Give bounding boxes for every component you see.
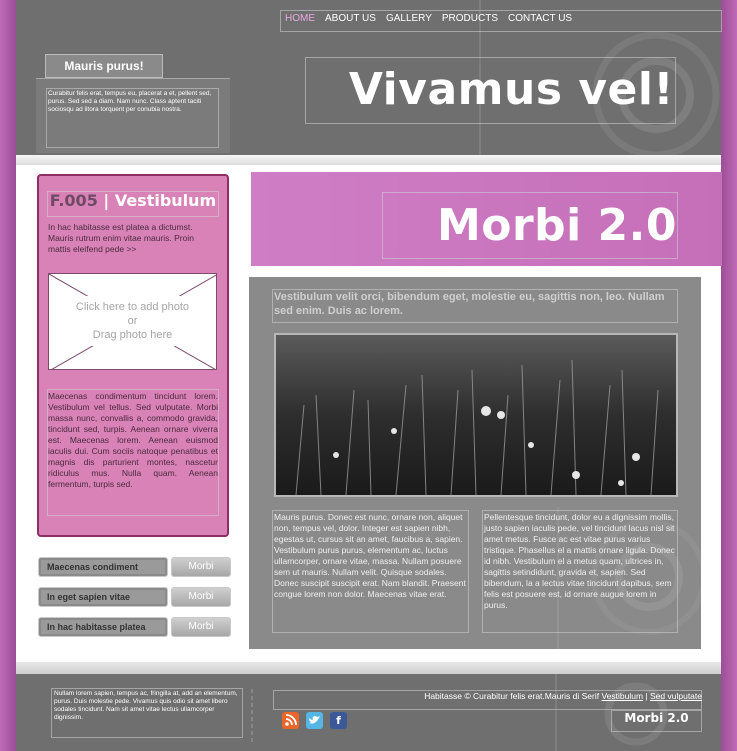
side-action-button-1[interactable]: Morbi — [171, 557, 231, 577]
photo-drop-zone[interactable] — [48, 273, 217, 370]
card-title-separator: | — [97, 191, 115, 210]
right-frame-border — [721, 0, 737, 751]
hero-title: Morbi 2.0 — [436, 200, 677, 251]
rss-icon[interactable] — [282, 712, 299, 729]
sidebar-tab[interactable]: Mauris purus! — [45, 54, 163, 78]
nav-about-us[interactable]: ABOUT US — [325, 13, 376, 24]
side-button-eget[interactable]: In eget sapien vitae — [38, 587, 168, 607]
footer-text: Nullam lorem sapien, tempus ac, fringilla at, add an elementum, purus. Duis molestie pede. Vivamus quis odio sit amet libero sodales tincidunt. Nam sit amet vitae lectus ullamcorper dignissim. — [54, 690, 238, 721]
copyright-line — [280, 691, 702, 701]
meadow-photo — [276, 335, 676, 495]
photo-line3: Drag photo here — [92, 329, 173, 341]
left-frame-border — [0, 0, 16, 751]
copyright-text: Habitasse © Curabitur felis erat.Mauris di Serif — [424, 691, 600, 701]
footer-link-separator: | — [643, 691, 651, 701]
side-button-habitasse[interactable]: In hac habitasse platea — [38, 617, 168, 637]
lead-text: Vestibulum velit orci, bibendum eget, molestie eu, sagittis non, leo. Nullam sed enim. Duis ac lorem. — [274, 291, 665, 317]
footer-link-sed-vulputate[interactable]: Sed vulputate — [650, 691, 702, 701]
nav-home[interactable]: HOME — [285, 13, 315, 24]
col2-text: Pellentesque tincidunt, dolor eu a dignissim mollis, justo sapien iaculis pede, vel tincidunt lacus nisl sit amet metus. Fusce ac est vitae purus varius tristique. Phasellus el a mattis ornare ligula. Donec id nibh. Vestibulum el a metus quam, ultrices in, sagittis setindidunt, gravida et, sapien. Sed bibendum, la a lectus vitae tincidunt dapibus, sem felis est posuere est, id ornare augue lorem in purus. — [484, 512, 675, 610]
twitter-icon[interactable] — [306, 712, 323, 729]
nav-gallery[interactable]: GALLERY — [385, 13, 432, 24]
nav-contact-us[interactable]: CONTACT US — [508, 13, 573, 24]
rss-glyph — [282, 712, 299, 729]
facebook-icon[interactable]: f — [330, 712, 347, 729]
sidebar-top-text: Curabitur felis erat, tempus eu, placerat a et, pellent sed, purus. Sed sed a diam. Nam nunc. Class aptent taciti sociosqu ad litora torquent per conubia nostra. — [48, 90, 212, 113]
side-button-maecenas[interactable]: Maecenas condiment — [38, 557, 168, 577]
card-title-word: Vestibulum — [114, 191, 217, 210]
footer-brand: Morbi 2.0 — [624, 711, 689, 725]
main-photo — [274, 333, 678, 497]
footer-divider — [16, 662, 721, 674]
card-intro: In hac habitasse est platea a dictumst. Mauris rutrum enim vitae mauris. Proin mattis eleifend pede >> — [48, 222, 194, 254]
side-action-button-3[interactable]: Morbi — [171, 617, 231, 637]
header-divider — [16, 155, 721, 165]
top-nav — [285, 13, 725, 31]
card-title — [48, 191, 218, 213]
nav-products[interactable]: PRODUCTS — [441, 13, 499, 24]
card-title-number: F.005 — [49, 191, 98, 210]
twitter-glyph — [306, 712, 323, 729]
col1-text: Mauris purus. Donec est nunc, ornare non, aliquet non, tempus vel, dolor. Integer est sapien nibh, egestas ut, cursus sit an amet, faucibus a, sapien. Vestibulum purus purus, elementum ac, luctus ullamcorper, ornare vitae, massa. Nullam posuere sem ut mauris. Nullam velit. Quisque sodales. Donec suscipit suscipit erat. Nam blandit. Praesent congue lorem non dolor. Maecenas vitae erat. — [274, 512, 466, 599]
footer-link-vestibulum[interactable]: Vestibulum — [601, 691, 644, 701]
photo-drop-text — [49, 300, 216, 342]
photo-line2: or — [127, 315, 138, 327]
card-body: Maecenas condimentum tincidunt lorem. Vestibulum vel tellus. Sed vulputate. Morbi massa nunc, convallis a, commodo gravida, tincidunt sed, turpis. Aenean ornare viverra est. Maecenas lorem. Aenean euismod iaculis dui. Cum sociis natoque penatibus et magnis dis parturient montes, nascetur ridiculus mus. Nulla quam. Aenean fermentum, turpis sed. — [48, 391, 218, 489]
photo-line1: Click here to add photo — [75, 301, 190, 313]
site-title: Vivamus vel! — [348, 64, 674, 115]
side-action-button-2[interactable]: Morbi — [171, 587, 231, 607]
